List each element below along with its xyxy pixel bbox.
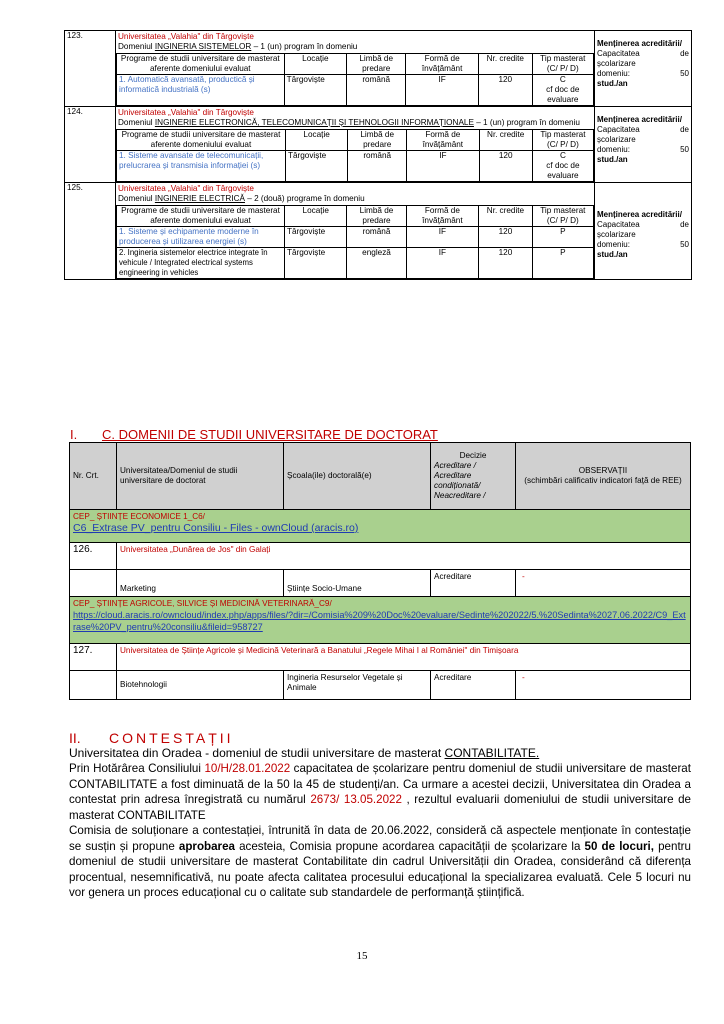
programs-header-cell: Limbă de predare — [347, 54, 406, 75]
table-row — [70, 570, 691, 597]
program-name: 1. Sisteme avansate de telecomunicații, prelucrarea și transmisia informației (s) — [117, 151, 286, 182]
section-title: C. DOMENII DE STUDII UNIVERSITARE DE DOCTORAT — [102, 427, 438, 442]
program-tip: P — [532, 227, 593, 248]
row-obs: - — [516, 671, 691, 700]
row-nr: 127. — [70, 644, 117, 671]
group-cell — [70, 597, 691, 644]
row-nr: 123. — [65, 31, 116, 107]
row-content — [116, 31, 595, 107]
row-university: Universitatea „Valahia" din Târgoviște — [118, 184, 254, 193]
address-ref: 2673/ 13.05.2022 — [310, 793, 402, 806]
row-university: Universitatea „Valahia" din Târgoviște — [118, 32, 254, 41]
programs-header-cell: Locație — [284, 54, 347, 75]
programs-header-cell: Programe de studii universitare de masterat aferente domeniului evaluat — [117, 54, 285, 75]
table-row — [70, 671, 691, 700]
programs-header — [117, 54, 594, 75]
text: capacitatea de școlarizare pentru domeniul de studii universitare de masterat CONTABILITATE a fost diminuată de la 50 la 45 de studenți/an. Ca urmare a acestei decizii, Universitatea din Oradea a contestat prin adresa înregistrată cu numărul — [69, 762, 691, 806]
text: , rezultul evaluarii domeniului de studii universitare de masterat CONTABILITATE — [69, 793, 692, 822]
program-name: 1. Automatică avansată, productică și informatică industrială (s) — [117, 75, 285, 106]
section-roman: I. — [70, 427, 78, 442]
program-row — [117, 151, 594, 182]
header-scoala: Școala(ile) doctorală(e) — [284, 443, 431, 510]
masterat-table — [64, 30, 692, 280]
program-tip: C cf doc de evaluare — [532, 151, 593, 182]
program-cell: IF — [406, 248, 479, 279]
programs-table — [116, 205, 594, 279]
text: Prin Hotărârea Consiliului — [69, 762, 205, 775]
program-tip: P — [532, 248, 593, 279]
empty-cell — [70, 671, 117, 700]
program-cell: IF — [407, 151, 479, 182]
header-nr: Nr. Crt. — [70, 443, 117, 510]
empty-cell — [70, 570, 117, 597]
program-row — [117, 248, 594, 279]
program-cell: engleză — [347, 248, 406, 279]
group-row-economice — [70, 510, 691, 543]
row-domain: Marketing — [117, 570, 284, 597]
program-name: 1. Sisteme și echipamente moderne în producerea și utilizarea energiei (s) — [117, 227, 285, 248]
program-name: 2. Ingineria sistemelor electrice integrate în vehicule / Integrated electrical systems engineering in vehicles — [117, 248, 285, 279]
subtitle-domain: CONTABILITATE. — [444, 746, 540, 760]
row-nr: 124. — [65, 107, 116, 183]
group-label: CEP_ ȘTIINȚE ECONOMICE 1_C6/ — [73, 512, 205, 521]
row-scoala: Științe Socio-Umane — [284, 570, 431, 597]
program-tip: C cf doc de evaluare — [532, 75, 593, 106]
row-domain: Domeniul INGINERIE ELECTRONICĂ, TELECOMUNICAȚII ȘI TEHNOLOGII INFORMAȚIONALE – 1 (un) program în domeniu — [118, 118, 580, 127]
programs-header-cell: Nr. credite — [479, 130, 532, 151]
decizie-title: Decizie — [459, 451, 487, 460]
programs-header-cell: Nr. credite — [479, 206, 532, 227]
program-cell: Târgoviște — [284, 248, 347, 279]
programs-header-cell: Limbă de predare — [348, 130, 407, 151]
bold-text: 50 de locuri, — [584, 839, 654, 853]
programs-header-cell: Tip masterat (C/ P/ D) — [532, 206, 593, 227]
row-decizie: Acreditare — [431, 570, 516, 597]
contestatii-heading — [69, 730, 691, 746]
row-university: Universitatea de Științe Agricole și Medicină Veterinară a Banatului „Regele Mihai I al României" din Timișoara — [117, 644, 691, 671]
table-row — [70, 543, 691, 570]
obs-body: (schimbări calificativ indicatori față de REE) — [524, 476, 682, 485]
program-row — [117, 75, 594, 106]
programs-header-cell: Tip masterat (C/ P/ D) — [532, 130, 593, 151]
row-obs: - — [516, 570, 691, 597]
row-content — [116, 183, 595, 280]
row-nr: 126. — [70, 543, 117, 570]
table-header-row — [70, 443, 691, 510]
header-observatii — [516, 443, 691, 510]
program-cell: română — [347, 75, 406, 106]
table-row — [65, 31, 692, 107]
programs-header-cell: Nr. credite — [479, 54, 533, 75]
row-domain: Domeniul INGINERIE ELECTRICĂ – 2 (două) programe în domeniu — [118, 194, 365, 203]
table-row — [70, 644, 691, 671]
program-cell: 120 — [479, 227, 532, 248]
programs-header-cell: Tip masterat (C/ P/ D) — [532, 54, 593, 75]
program-cell: IF — [406, 75, 479, 106]
programs-header-cell: Programe de studii universitare de masterat aferente domeniului evaluat — [117, 206, 285, 227]
row-university: Universitatea „Dunărea de Jos" din Galați — [117, 543, 691, 570]
program-cell: Târgoviște — [284, 75, 347, 106]
programs-header-cell: Formă de învățământ — [406, 206, 479, 227]
section-c-heading — [70, 427, 438, 442]
group-row-agricole — [70, 597, 691, 644]
programs-header-cell: Formă de învățământ — [407, 130, 479, 151]
obs-title: OBSERVAȚII — [578, 466, 628, 475]
row-content — [116, 107, 595, 183]
row-decision: Menținerea acreditării/ Capacitatea de școlarizare domeniu: 50 stud./an — [595, 31, 692, 107]
program-cell: IF — [406, 227, 479, 248]
programs-header-cell: Locație — [284, 206, 347, 227]
owncloud-link[interactable]: https://cloud.aracis.ro/owncloud/index.php/apps/files/?dir=/Comisia%209%20Doc%20evaluare/Sedinte%202022/5.%20Sedinta%2027.06.2022/C9_Extrase%20PV_pentru%20consiliu&fileid=958727 — [73, 610, 686, 632]
row-university: Universitatea „Valahia" din Târgoviște — [118, 108, 254, 117]
decizie-body: Acreditare / Acreditare condiționată/ Neacreditare / — [434, 461, 486, 500]
header-univ: Universitatea/Domeniul de studii universitare de doctorat — [117, 443, 284, 510]
program-cell: 120 — [479, 75, 533, 106]
program-cell: 120 — [479, 151, 532, 182]
group-label: CEP_ ȘTIINȚE AGRICOLE, SILVICE ȘI MEDICINĂ VETERINARĂ_C9/ — [73, 599, 332, 608]
programs-header — [117, 130, 594, 151]
programs-table — [116, 53, 594, 106]
row-domain: Domeniul INGINERIA SISTEMELOR – 1 (un) program în domeniu — [118, 42, 358, 51]
program-cell: Târgoviște — [285, 151, 347, 182]
contestatii-subtitle — [69, 746, 691, 761]
subtitle-text: Universitatea din Oradea - domeniul de studii universitare de masterat — [69, 746, 445, 760]
owncloud-link[interactable]: C6_Extrase PV_pentru Consiliu - Files - ownCloud (aracis.ro) — [73, 522, 359, 534]
paragraph-2 — [69, 823, 691, 901]
row-nr: 125. — [65, 183, 116, 280]
program-row — [117, 227, 594, 248]
section-title: CONTESTAȚII — [109, 730, 234, 746]
programs-header-cell: Locație — [285, 130, 347, 151]
text: pentru domeniul de studii universitare de masterat Contabilitate din cadrul Universității din Oradea, considerând că diferența procentual, nesemnificativă, nu poate afecta calitatea procesului educațional la specializarea evaluată. Cele 5 locuri nu vor genera un proces educațional cu o calitate sub standardele de performanță științifică. — [69, 839, 691, 899]
row-decizie: Acreditare — [431, 671, 516, 700]
doctorat-table — [69, 442, 691, 700]
page-number: 15 — [356, 950, 368, 962]
group-cell — [70, 510, 691, 543]
table-row — [65, 107, 692, 183]
row-domain: Biotehnologii — [117, 671, 284, 700]
bold-text: aprobarea — [178, 839, 235, 853]
program-cell: Târgoviște — [284, 227, 347, 248]
programs-header-cell: Formă de învățământ — [406, 54, 479, 75]
program-cell: 120 — [479, 248, 532, 279]
section-roman: II. — [69, 730, 81, 746]
program-cell: română — [348, 151, 407, 182]
programs-header-cell: Programe de studii universitare de masterat aferente domeniului evaluat — [117, 130, 286, 151]
paragraph-1 — [69, 761, 691, 823]
section-contestatii — [69, 730, 691, 901]
row-decision: Menținerea acreditării/ Capacitatea de școlarizare domeniu: 50 stud./an — [595, 107, 692, 183]
table-row — [65, 183, 692, 280]
text: acesteia, Comisia propune acordarea capacității de școlarizare la — [234, 839, 585, 853]
program-cell: română — [347, 227, 406, 248]
text: Comisia de soluționare a contestației, întrunită în data de 20.06.2022, consideră că aspectele menționate în contestație se susțin și propune — [69, 824, 691, 853]
programs-header-cell: Limbă de predare — [347, 206, 406, 227]
programs-table — [116, 129, 594, 182]
header-decizie — [431, 443, 516, 510]
programs-header — [117, 206, 594, 227]
row-decision: Menținerea acreditării/ Capacitatea de școlarizare domeniu: 50 stud./an — [595, 183, 692, 280]
row-scoala: Ingineria Resurselor Vegetale și Animale — [284, 671, 431, 700]
decision-ref: 10/H/28.01.2022 — [204, 762, 291, 775]
